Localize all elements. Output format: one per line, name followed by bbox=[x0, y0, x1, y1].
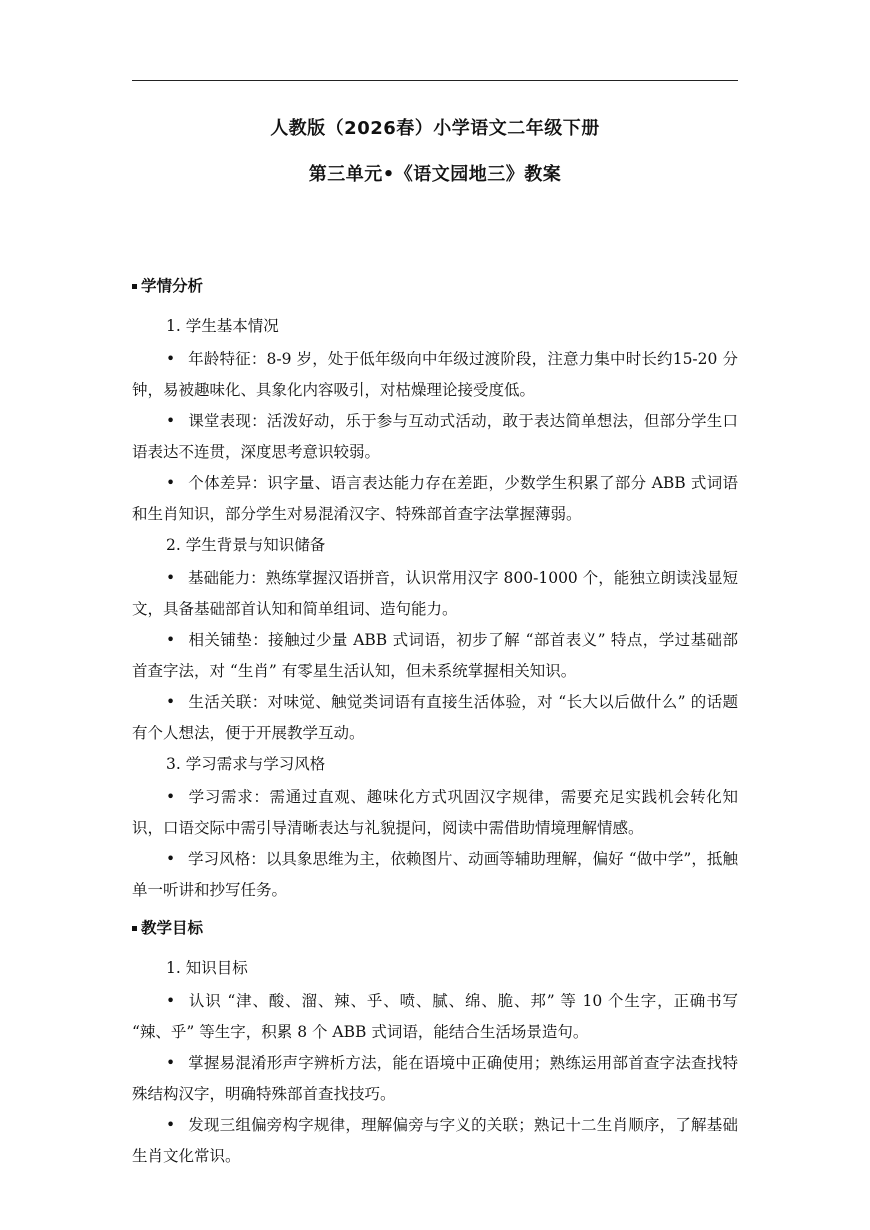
list-item-text: 生活关联：对味觉、触觉类词语有直接生活体验，对 “长大以后做什么” 的话题有个人想法，便于开展教学互动。 bbox=[132, 693, 738, 742]
list-item-text: 个体差异：识字量、语言表达能力存在差距，少数学生积累了部分 ABB 式词语和生肖知识，部分学生对易混淆汉字、特殊部首查字法掌握薄弱。 bbox=[132, 474, 738, 523]
list-item bbox=[132, 986, 738, 1048]
section-heading-objectives bbox=[132, 916, 738, 940]
list-item-text: 基础能力：熟练掌握汉语拼音，认识常用汉字 800-1000 个，能独立朗读浅显短文，具备基础部首认知和简单组词、造句能力。 bbox=[132, 569, 738, 618]
list-item-text: 发现三组偏旁构字规律，理解偏旁与字义的关联；熟记十二生肖顺序，了解基础生肖文化常识。 bbox=[132, 1116, 738, 1165]
subsection-title: 3. 学习需求与学习风格 bbox=[166, 755, 326, 773]
subsection-title: 1. 知识目标 bbox=[166, 959, 248, 977]
list-item-text: 年龄特征：8-9 岁，处于低年级向中年级过渡阶段，注意力集中时长约15-20 分钟，易被趣味化、具象化内容吸引，对枯燥理论接受度低。 bbox=[132, 350, 738, 399]
list-item-text: 课堂表现：活泼好动，乐于参与互动式活动，敢于表达简单想法，但部分学生口语表达不连贯，深度思考意识较弱。 bbox=[132, 412, 738, 461]
subsection-title: 2. 学生背景与知识储备 bbox=[166, 536, 326, 554]
list-item bbox=[132, 687, 738, 749]
square-bullet-icon bbox=[132, 926, 137, 931]
list-item bbox=[132, 563, 738, 625]
list-item bbox=[132, 406, 738, 468]
bullet-icon: • bbox=[166, 474, 176, 492]
bullet-icon: • bbox=[166, 693, 176, 711]
section-heading-text: 学情分析 bbox=[141, 277, 204, 295]
list-item-text: 相关铺垫：接触过少量 ABB 式词语，初步了解 “部首表义” 特点，学过基础部首查字法，对 “生肖” 有零星生活认知，但未系统掌握相关知识。 bbox=[132, 631, 738, 680]
list-item bbox=[132, 625, 738, 687]
header-rule bbox=[132, 80, 738, 81]
list-item bbox=[132, 782, 738, 844]
square-bullet-icon bbox=[132, 284, 137, 289]
bullet-icon: • bbox=[166, 412, 176, 430]
document-subtitle: 第三单元•《语文园地三》教案 bbox=[308, 164, 562, 185]
list-item bbox=[132, 844, 738, 906]
document-body bbox=[132, 274, 738, 1172]
list-item bbox=[132, 1048, 738, 1110]
bullet-icon: • bbox=[166, 788, 176, 806]
bullet-icon: • bbox=[166, 1116, 176, 1134]
bullet-icon: • bbox=[166, 1054, 176, 1072]
section-heading-text: 教学目标 bbox=[141, 919, 204, 937]
section-heading-analysis bbox=[132, 274, 738, 298]
bullet-icon: • bbox=[166, 850, 176, 868]
bullet-icon: • bbox=[166, 992, 176, 1010]
list-item bbox=[132, 468, 738, 530]
list-item bbox=[132, 344, 738, 406]
bullet-icon: • bbox=[166, 350, 176, 368]
bullet-icon: • bbox=[166, 631, 176, 649]
list-item-text: 学习风格：以具象思维为主，依赖图片、动画等辅助理解，偏好 “做中学”，抵触单一听讲和抄写任务。 bbox=[132, 850, 738, 899]
list-item bbox=[132, 1110, 738, 1172]
list-item-text: 掌握易混淆形声字辨析方法，能在语境中正确使用；熟练运用部首查字法查找特殊结构汉字，明确特殊部首查找技巧。 bbox=[132, 1054, 738, 1103]
list-item-text: 学习需求：需通过直观、趣味化方式巩固汉字规律，需要充足实践机会转化知识，口语交际中需引导清晰表达与礼貌提问，阅读中需借助情境理解情感。 bbox=[132, 788, 738, 837]
list-item-text: 认识 “津、酸、溜、辣、乎、喷、腻、绵、脆、邦” 等 10 个生字，正确书写 “辣、乎” 等生字，积累 8 个 ABB 式词语，能结合生活场景造句。 bbox=[132, 992, 738, 1041]
document-title: 人教版（2026春）小学语文二年级下册 bbox=[270, 118, 600, 139]
subsection-title: 1. 学生基本情况 bbox=[166, 317, 279, 335]
bullet-icon: • bbox=[166, 569, 176, 587]
